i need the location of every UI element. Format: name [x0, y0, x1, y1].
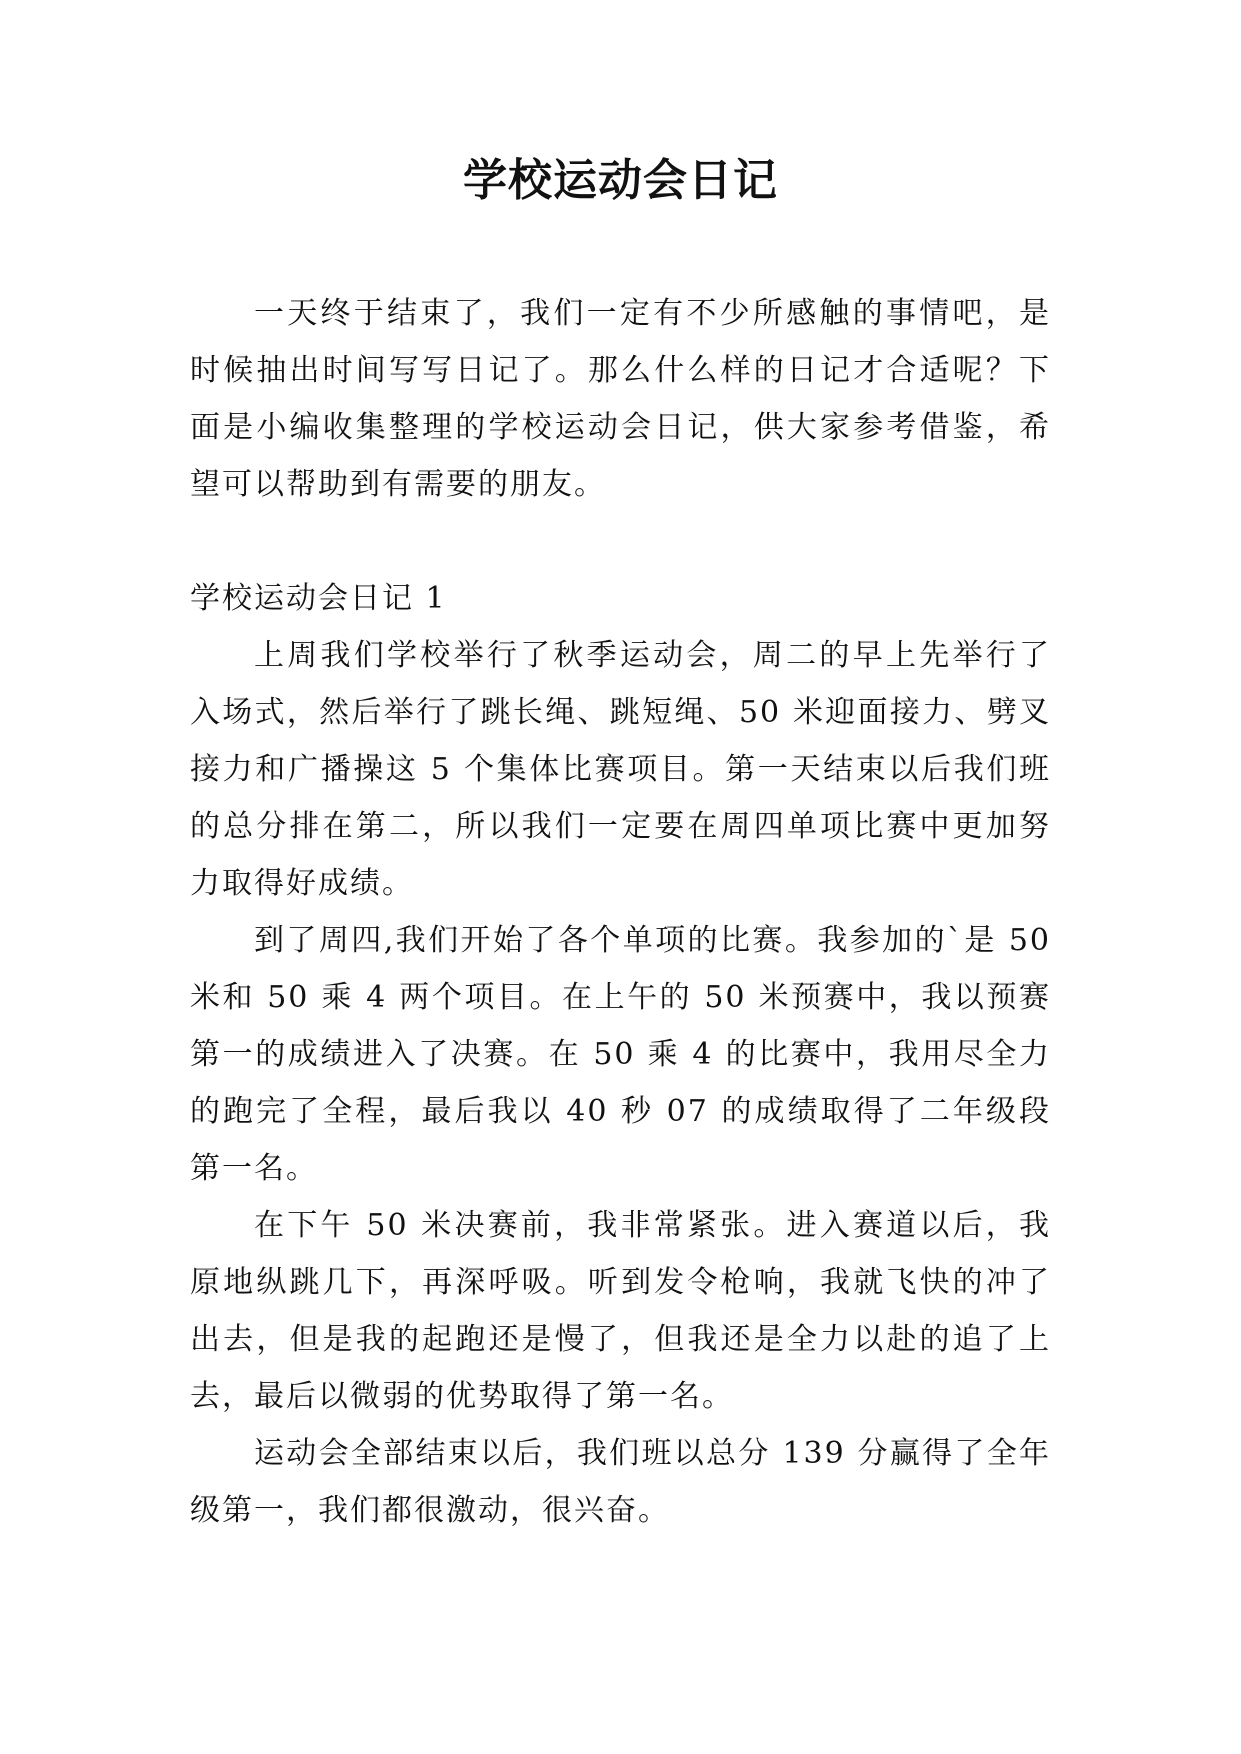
intro-paragraph: 一天终于结束了，我们一定有不少所感触的事情吧，是时候抽出时间写写日记了。那么什么样的日记才合适呢？下面是小编收集整理的学校运动会日记，供大家参考借鉴，希望可以帮助到有需要的朋友。	[190, 296, 1051, 502]
body-paragraph: 上周我们学校举行了秋季运动会，周二的早上先举行了入场式，然后举行了跳长绳、跳短绳、50 米迎面接力、劈叉接力和广播操这 5 个集体比赛项目。第一天结束以后我们班的总分排在第二，所以我们一定要在周四单项比赛中更加努力取得好成绩。	[190, 638, 1051, 901]
body-paragraph: 到了周四,我们开始了各个单项的比赛。我参加的`是 50 米和 50 乘 4 两个项目。在上午的 50 米预赛中，我以预赛第一的成绩进入了决赛。在 50 乘 4 的比赛中，我用尽全力的跑完了全程，最后我以 40 秒 07 的成绩取得了二年级段第一名。	[190, 923, 1051, 1186]
document-title: 学校运动会日记	[463, 155, 778, 206]
body-paragraph: 在下午 50 米决赛前，我非常紧张。进入赛道以后，我原地纵跳几下，再深呼吸。听到发令枪响，我就飞快的冲了出去，但是我的起跑还是慢了，但我还是全力以赴的追了上去，最后以微弱的优势取得了第一名。	[190, 1208, 1051, 1414]
body-paragraph: 运动会全部结束以后，我们班以总分 139 分赢得了全年级第一，我们都很激动，很兴奋。	[190, 1436, 1051, 1528]
section-heading: 学校运动会日记 1	[190, 581, 447, 616]
document-body	[190, 285, 1051, 1539]
